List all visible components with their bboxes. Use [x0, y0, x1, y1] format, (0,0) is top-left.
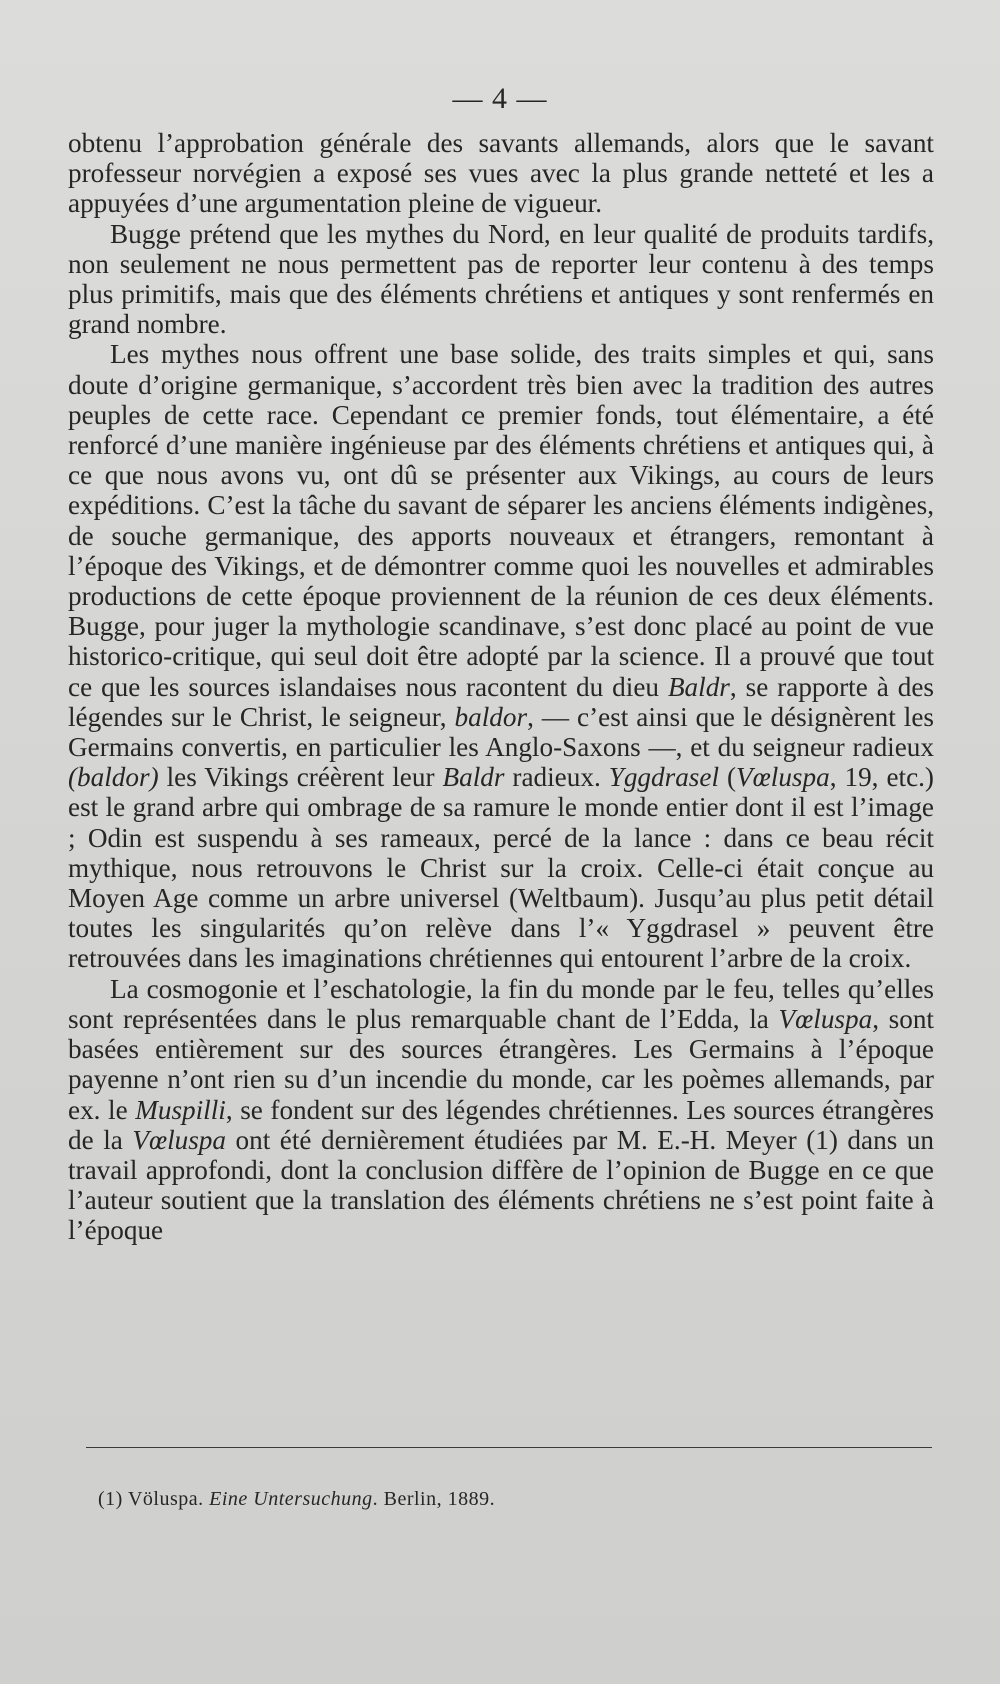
italic-text: (baldor)	[68, 762, 159, 793]
text-run: , se rapporte à des légendes sur le Christ, le seigneur,	[68, 671, 934, 732]
text-run: , — c’est ainsi que le désignèrent les Germains convertis, en particulier les Anglo-Saxons —, et du seigneur radieux	[68, 701, 934, 763]
italic-text: baldor	[454, 701, 528, 732]
page-number: — 4 —	[452, 82, 548, 115]
italic-text: Baldr	[442, 762, 505, 793]
footnote	[98, 1488, 918, 1511]
italic-text: Vœluspa	[778, 1003, 873, 1034]
italic-text: Muspilli	[135, 1094, 226, 1125]
paragraph	[68, 974, 934, 1246]
footnote-publication: . Berlin, 1889.	[372, 1488, 496, 1510]
text-run: Bugge prétend que les mythes du Nord, en leur qualité de produits tardifs, non seulement ne nous permettent pas de reporter leur contenu à des temps plus primitifs, mais que des éléments chrétiens et antiques y sont renfermés en grand nombre.	[68, 218, 934, 340]
footnote-title: Eine Untersuchung	[209, 1488, 373, 1510]
paragraph	[68, 128, 934, 219]
text-run: ont été dernièrement étudiées par M. E.-H. Meyer (1) dans un travail approfondi, dont la conclusion diffère de l’opinion de Bugge en ce que l’auteur soutient que la translation des éléments chrétiens ne s’est point faite à l’époque	[68, 1124, 934, 1246]
paragraph	[68, 219, 934, 340]
text-run: La cosmogonie et l’eschatologie, la fin du monde par le feu, telles qu’elles sont représentées dans le plus remarquable chant de l’Edda, la	[68, 973, 934, 1034]
body-text	[68, 128, 934, 1246]
text-run: , se fondent sur des légendes chrétiennes. Les sources étrangères de la	[68, 1094, 934, 1155]
text-run: (	[719, 762, 737, 793]
footnote-marker: (1)	[98, 1488, 123, 1510]
text-run: obtenu l’approbation générale des savants allemands, alors que le savant professeur norvégien a exposé ses vues avec la plus grande netteté et les a appuyées d’une argumentation pleine de vigueur.	[68, 128, 934, 219]
paragraph	[68, 339, 934, 973]
italic-text: Yggdrasel	[608, 762, 719, 793]
italic-text: Vœluspa	[132, 1124, 226, 1155]
footnote-text: Völuspa.	[122, 1488, 210, 1510]
italic-text: Vœluspa	[736, 762, 830, 793]
text-run: , 19, etc.) est le grand arbre qui ombrage de sa ramure le monde entier dont il est l’image ; Odin est suspendu à ses rameaux, percé de la lance : dans ce beau récit mythique, nous retrouvons le Christ sur la croix. Celle-ci était conçue au Moyen Age comme un arbre universel (Weltbaum). Jusqu’au plus petit détail toutes les singularités qu’on relève dans l’« Yggdrasel » peuvent être retrouvées dans les imaginations chrétiennes qui entourent l’arbre de la croix.	[68, 762, 934, 974]
text-run: radieux.	[504, 762, 609, 793]
text-run: les Vikings créèrent leur	[158, 762, 443, 793]
italic-text: Baldr	[667, 671, 730, 702]
footnote-divider	[86, 1447, 932, 1448]
text-run: , sont basées entièrement sur des sources étrangères. Les Germains à l’époque payenne n’ont rien su d’un incendie du monde, car les poèmes allemands, par ex. le	[68, 1003, 934, 1125]
text-run: Les mythes nous offrent une base solide, des traits simples et qui, sans doute d’origine germanique, s’accordent très bien avec la tradition des autres peuples de cette race. Cependant ce premier fonds, tout élémentaire, a été renforcé d’une manière ingénieuse par des éléments chrétiens et antiques qui, à ce que nous avons vu, ont dû se présenter aux Vikings, au cours de leurs expéditions. C’est la tâche du savant de séparer les anciens éléments indigènes, de souche germanique, des apports nouveaux et étrangers, remontant à l’époque des Vikings, et de démontrer comme quoi les nouvelles et admirables productions de cette époque proviennent de la réunion de ces deux éléments. Bugge, pour juger la mythologie scandinave, s’est donc placé au point de vue historico-critique, qui seul doit être adopté par la science. Il a prouvé que tout ce que les sources islandaises nous racontent du dieu	[68, 339, 934, 702]
